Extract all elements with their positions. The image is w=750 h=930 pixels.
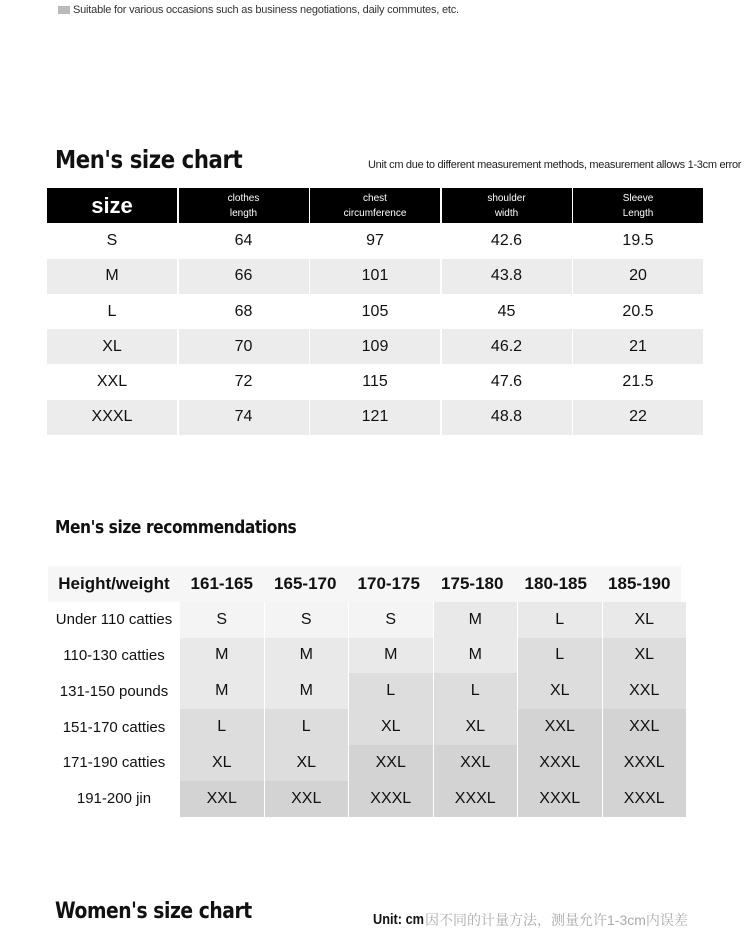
table-cell: M — [433, 602, 518, 638]
header-clothes-length — [179, 188, 309, 223]
table-cell: 109 — [310, 329, 440, 364]
table-cell: L — [517, 602, 602, 638]
table-cell: 64 — [234, 231, 253, 249]
table-cell: 70 — [179, 329, 309, 364]
header-label: shoulder — [487, 192, 526, 204]
table-cell: 43.8 — [442, 259, 572, 294]
mens-size-chart-table — [47, 188, 703, 435]
table-cell: 105 — [361, 302, 389, 320]
unit-label: Unit: cm — [373, 911, 424, 928]
table-cell: 115 — [362, 373, 388, 391]
header-label: Sleeve — [622, 192, 654, 204]
table-cell: XXXL — [602, 745, 687, 781]
table-cell: XXXL — [517, 781, 602, 817]
row-label: 191-200 jin — [48, 781, 180, 817]
table-row — [47, 223, 703, 258]
table-cell: XXXL — [47, 400, 177, 435]
table-cell: 66 — [179, 259, 309, 294]
table-cell: XL — [47, 329, 177, 364]
unit-note-cn: 因不同的计量方法，测量允许1-3cm内误差 — [425, 912, 688, 928]
header-chest — [310, 188, 440, 223]
table-header-cell: 175-180 — [431, 566, 515, 602]
table-cell: L — [348, 673, 433, 709]
table-cell: XXXL — [602, 781, 687, 817]
top-note — [58, 4, 459, 16]
table-cell: L — [180, 709, 264, 745]
header-label: clothes — [227, 192, 260, 204]
header-label: circumference — [343, 207, 407, 219]
table-row — [47, 329, 703, 364]
table-cell: XXXL — [433, 781, 518, 817]
table-header-row — [47, 188, 703, 223]
table-row — [47, 364, 703, 399]
table-cell: M — [433, 638, 518, 674]
womens-size-chart-title: Women's size chart — [55, 899, 252, 924]
table-header-cell: 161-165 — [180, 566, 264, 602]
table-header-cell: 180-185 — [514, 566, 598, 602]
table-cell: L — [264, 709, 349, 745]
table-cell: 20.5 — [622, 302, 654, 320]
table-cell: 42.6 — [490, 231, 523, 249]
table-row — [48, 781, 702, 817]
table-row — [47, 294, 703, 329]
row-label: 151-170 catties — [48, 709, 180, 745]
table-header-cell: 170-175 — [347, 566, 431, 602]
table-cell: XL — [433, 709, 518, 745]
table-cell: 45 — [497, 302, 516, 320]
header-label: size — [91, 193, 133, 218]
table-cell: 48.8 — [442, 400, 572, 435]
table-row — [48, 745, 702, 781]
table-cell: XXL — [433, 745, 518, 781]
table-cell: S — [180, 602, 264, 638]
header-label: Length — [622, 207, 654, 219]
table-cell: 22 — [573, 400, 703, 435]
row-label: 171-190 catties — [48, 745, 180, 781]
table-cell: XXL — [348, 745, 433, 781]
table-cell: M — [348, 638, 433, 674]
table-cell: 121 — [310, 400, 440, 435]
table-header-cell: 165-170 — [264, 566, 348, 602]
table-cell: L — [107, 302, 117, 320]
table-cell: S — [348, 602, 433, 638]
table-cell: XL — [180, 745, 264, 781]
table-cell: XXL — [602, 709, 687, 745]
table-cell: XXL — [264, 781, 349, 817]
table-cell: M — [47, 259, 177, 294]
bullet-icon — [58, 6, 70, 14]
table-row — [48, 602, 702, 638]
row-label: 110-130 catties — [48, 638, 180, 674]
table-cell: 21 — [573, 329, 703, 364]
table-cell: XXXL — [348, 781, 433, 817]
top-note-text: Suitable for various occasions such as business negotiations, daily commutes, etc. — [73, 4, 459, 16]
header-shoulder — [442, 188, 572, 223]
table-cell: L — [517, 638, 602, 674]
header-label: width — [494, 207, 519, 219]
table-cell: L — [433, 673, 518, 709]
table-row — [48, 709, 702, 745]
table-cell: 21.5 — [622, 373, 654, 391]
table-cell: XL — [517, 673, 602, 709]
table-cell: 97 — [366, 231, 384, 249]
table-cell: 101 — [310, 259, 440, 294]
table-cell: M — [264, 638, 349, 674]
table-cell: 47.6 — [490, 373, 523, 391]
table-cell: 20 — [573, 259, 703, 294]
table-row — [47, 400, 703, 435]
header-label: length — [229, 207, 258, 219]
table-header-cell: 185-190 — [598, 566, 682, 602]
table-cell: XXXL — [517, 745, 602, 781]
table-cell: 72 — [234, 373, 253, 391]
table-cell: S — [106, 231, 118, 249]
unit-note: Unit cm due to different measurement methods, measurement allows 1-3cm error — [368, 159, 742, 171]
mens-recommendations-table — [48, 566, 702, 817]
table-cell: XL — [348, 709, 433, 745]
row-label: 131-150 pounds — [48, 673, 180, 709]
table-header-row — [48, 566, 702, 602]
table-cell: XL — [264, 745, 349, 781]
table-cell: 19.5 — [622, 231, 654, 249]
table-row — [48, 638, 702, 674]
table-cell: M — [180, 673, 264, 709]
header-size — [47, 188, 177, 223]
table-cell: XL — [602, 638, 687, 674]
table-cell: 74 — [179, 400, 309, 435]
header-label: chest — [363, 192, 387, 204]
row-label: Under 110 catties — [48, 602, 180, 638]
table-cell: S — [264, 602, 349, 638]
table-header-cell: Height/weight — [48, 566, 180, 602]
table-cell: M — [264, 673, 349, 709]
table-cell: M — [180, 638, 264, 674]
table-cell: XXL — [602, 673, 687, 709]
mens-size-chart-title: Men's size chart — [55, 145, 243, 174]
mens-recommendations-title: Men's size recommendations — [55, 517, 297, 538]
table-cell: XXL — [96, 373, 128, 391]
table-cell: XXL — [517, 709, 602, 745]
table-cell: XXL — [180, 781, 264, 817]
table-cell: 68 — [234, 302, 253, 320]
table-cell: 46.2 — [442, 329, 572, 364]
table-row — [48, 673, 702, 709]
table-row — [47, 259, 703, 294]
table-cell: XL — [602, 602, 687, 638]
header-sleeve — [573, 188, 703, 223]
